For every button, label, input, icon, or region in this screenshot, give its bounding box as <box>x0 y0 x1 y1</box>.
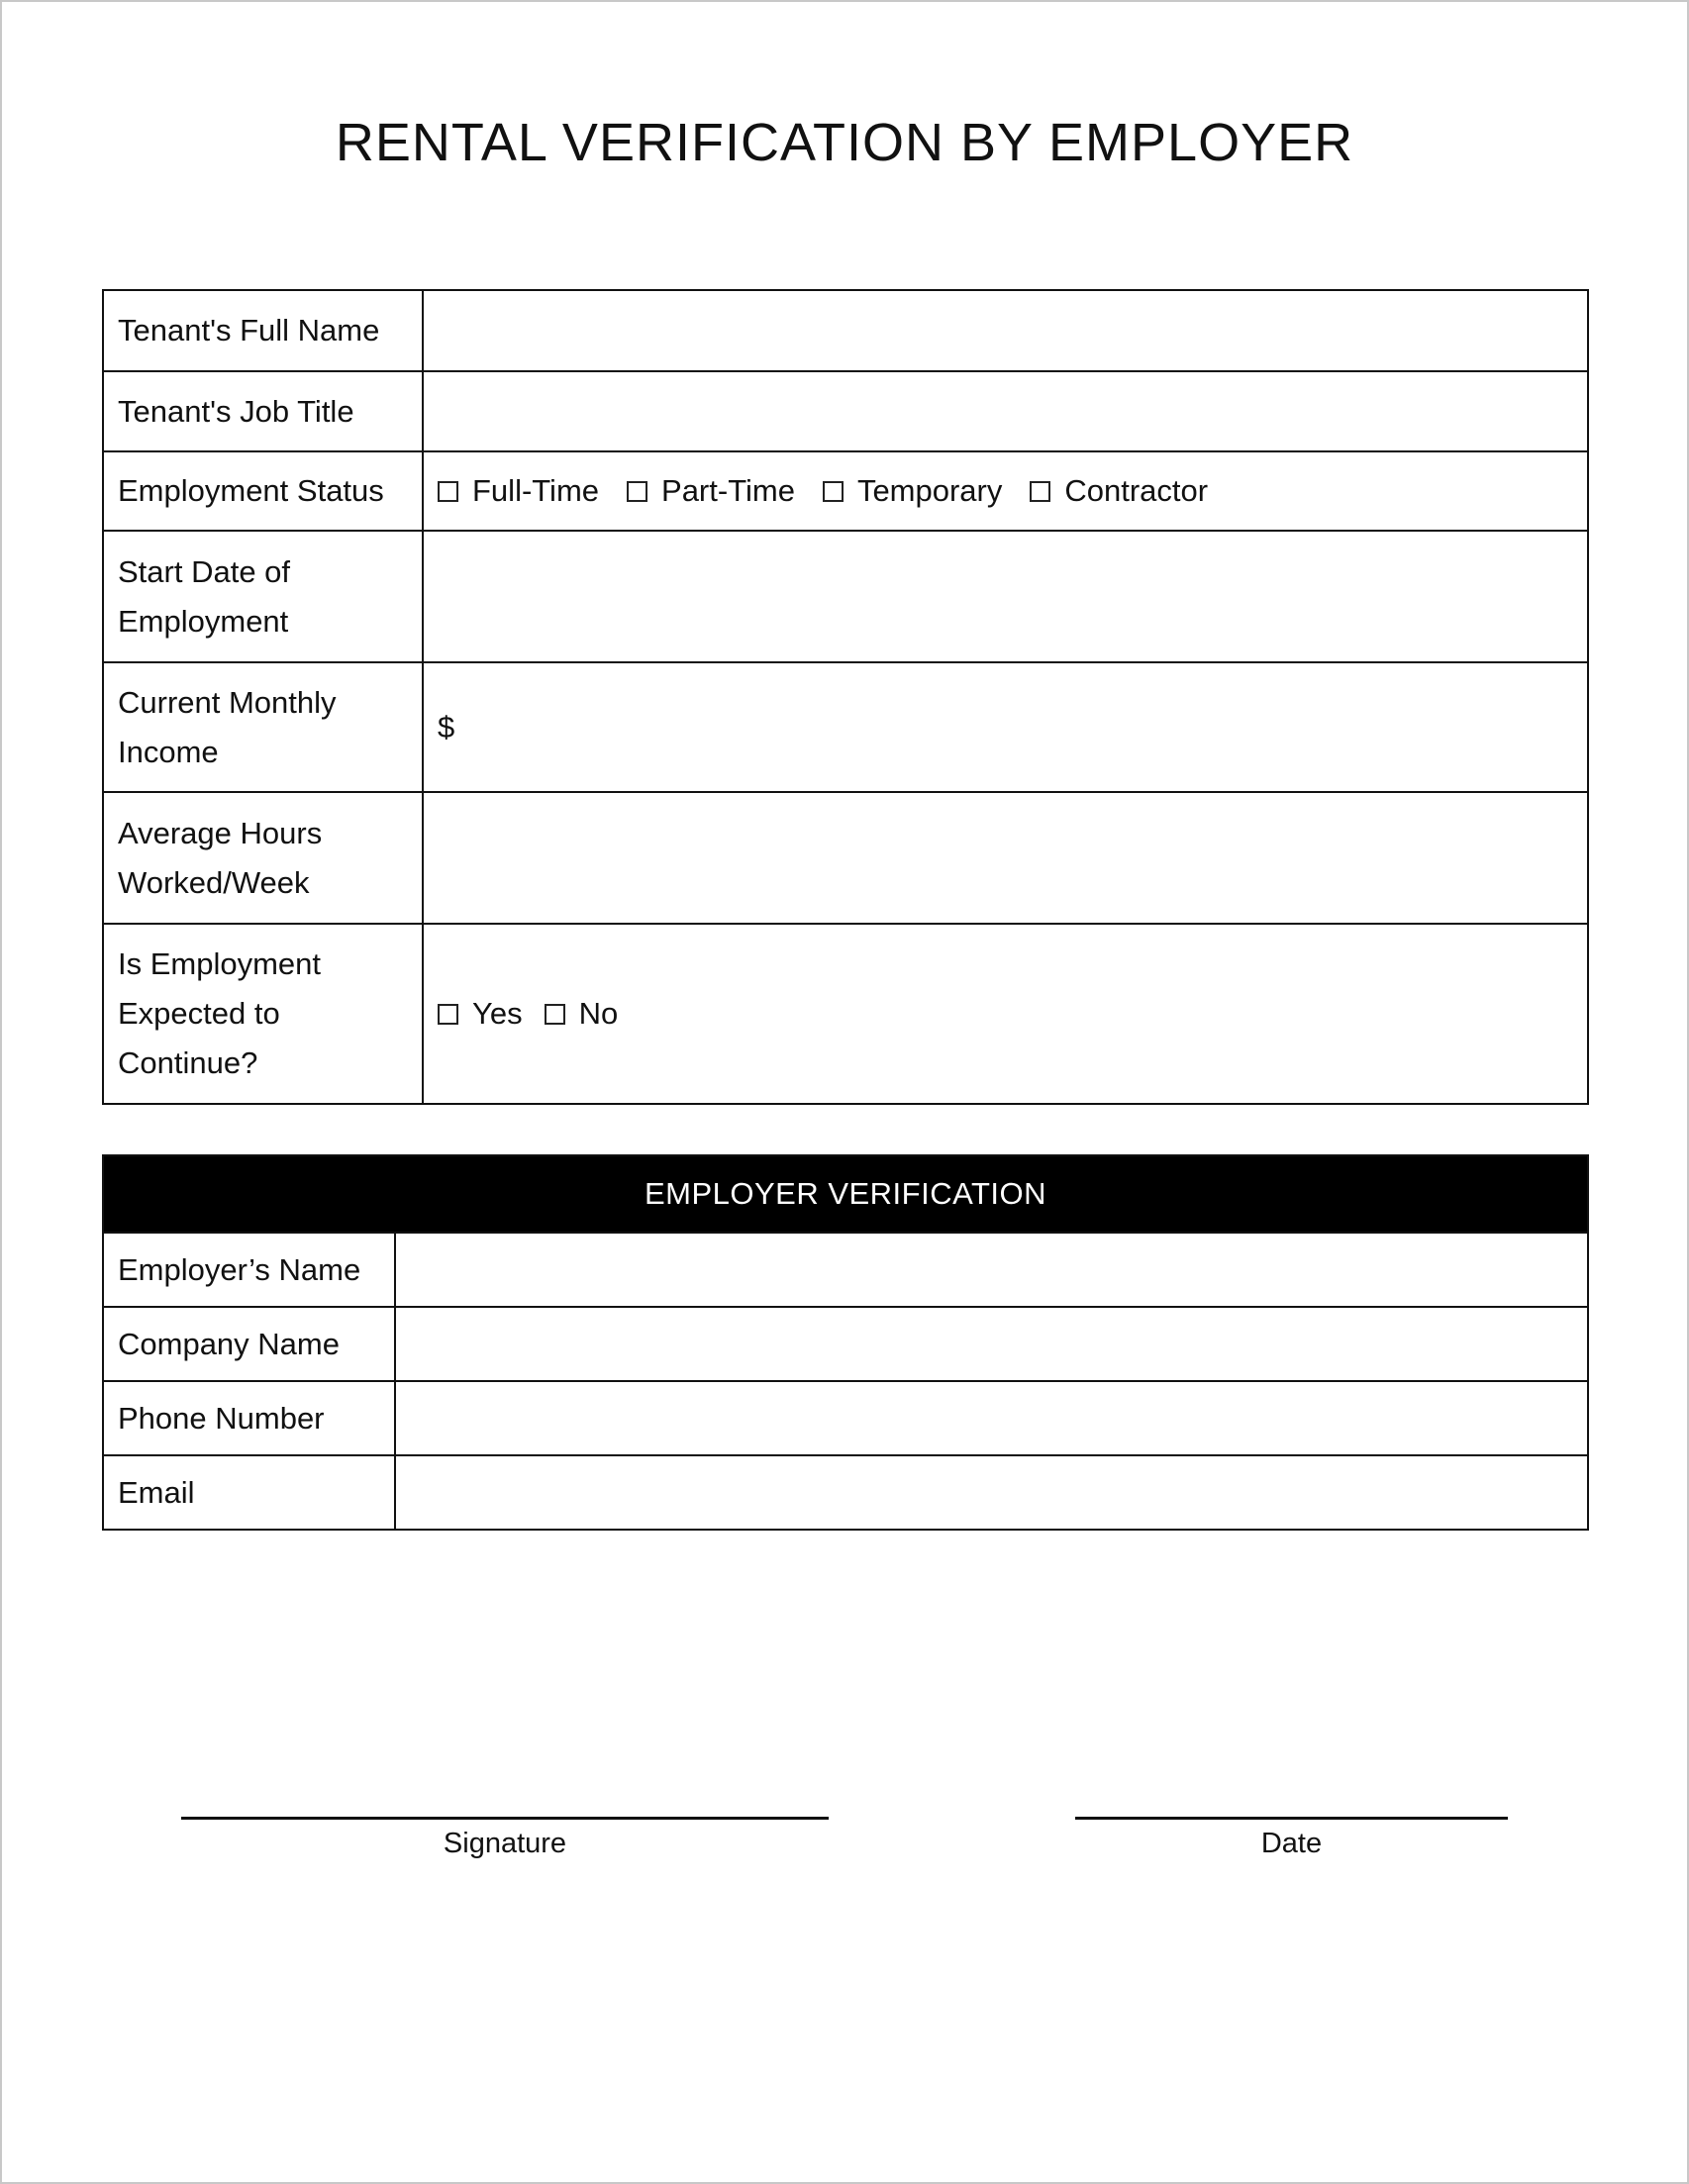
employer-verification-header: EMPLOYER VERIFICATION <box>103 1155 1588 1233</box>
checkbox-icon <box>438 1004 458 1025</box>
table-row <box>103 1307 1588 1381</box>
temporary-label: Temporary <box>856 473 1003 508</box>
start-date-label-line1: Start Date of <box>118 553 291 589</box>
avg-hours-label-line2: Worked/Week <box>118 864 310 900</box>
part-time-label: Part-Time <box>661 473 795 508</box>
table-row <box>103 451 1588 531</box>
continue-label <box>103 924 423 1104</box>
table-row <box>103 290 1588 371</box>
checkbox-icon <box>627 481 647 502</box>
contractor-checkbox[interactable] <box>1030 466 1208 516</box>
continue-label-line1: Is Employment <box>118 946 322 981</box>
signature-line[interactable] <box>181 1817 829 1820</box>
start-date-label <box>103 531 423 662</box>
email-field[interactable] <box>395 1455 1588 1530</box>
table-row <box>103 371 1588 451</box>
signature-label: Signature <box>443 1828 567 1859</box>
date-line[interactable] <box>1075 1817 1508 1820</box>
checkbox-icon <box>438 481 458 502</box>
checkbox-icon <box>1030 481 1050 502</box>
table-row <box>103 924 1588 1104</box>
checkbox-icon <box>823 481 844 502</box>
page-title: RENTAL VERIFICATION BY EMPLOYER <box>335 113 1354 172</box>
full-time-label: Full-Time <box>472 473 600 508</box>
avg-hours-label-line1: Average Hours <box>118 815 323 850</box>
table-row <box>103 531 1588 662</box>
date-label: Date <box>1260 1828 1323 1859</box>
table-row <box>103 792 1588 924</box>
tenant-info-table <box>102 289 1589 1105</box>
full-time-checkbox[interactable] <box>438 466 599 516</box>
employer-verification-table <box>102 1154 1589 1531</box>
company-name-field[interactable] <box>395 1307 1588 1381</box>
tenant-full-name-label: Tenant's Full Name <box>103 290 423 371</box>
table-row <box>103 1155 1588 1233</box>
phone-field[interactable] <box>395 1381 1588 1455</box>
employer-name-label: Employer’s Name <box>103 1233 395 1307</box>
tenant-full-name-field[interactable] <box>423 290 1588 371</box>
avg-hours-field[interactable] <box>423 792 1588 924</box>
company-name-label: Company Name <box>103 1307 395 1381</box>
phone-label: Phone Number <box>103 1381 395 1455</box>
monthly-income-label <box>103 662 423 792</box>
continue-label-line3: Continue? <box>118 1045 258 1080</box>
table-row <box>103 1381 1588 1455</box>
checkbox-icon <box>545 1004 565 1025</box>
continue-label-line2: Expected to <box>118 996 280 1031</box>
email-label: Email <box>103 1455 395 1530</box>
no-label: No <box>578 996 619 1031</box>
start-date-label-line2: Employment <box>118 603 289 639</box>
monthly-income-label-line2: Income <box>118 734 219 769</box>
monthly-income-field[interactable] <box>423 662 1588 792</box>
table-row <box>103 1455 1588 1530</box>
table-row <box>103 662 1588 792</box>
employment-status-options <box>423 451 1588 531</box>
avg-hours-label <box>103 792 423 924</box>
start-date-field[interactable] <box>423 531 1588 662</box>
yes-checkbox[interactable] <box>438 989 523 1039</box>
temporary-checkbox[interactable] <box>823 466 1002 516</box>
contractor-label: Contractor <box>1064 473 1209 508</box>
employer-name-field[interactable] <box>395 1233 1588 1307</box>
no-checkbox[interactable] <box>545 989 619 1039</box>
table-row <box>103 1233 1588 1307</box>
tenant-job-title-label: Tenant's Job Title <box>103 371 423 451</box>
monthly-income-label-line1: Current Monthly <box>118 684 337 720</box>
dollar-sign: $ <box>438 709 455 745</box>
tenant-job-title-field[interactable] <box>423 371 1588 451</box>
yes-label: Yes <box>472 996 523 1031</box>
part-time-checkbox[interactable] <box>627 466 795 516</box>
continue-options <box>423 924 1588 1104</box>
employment-status-label: Employment Status <box>103 451 423 531</box>
